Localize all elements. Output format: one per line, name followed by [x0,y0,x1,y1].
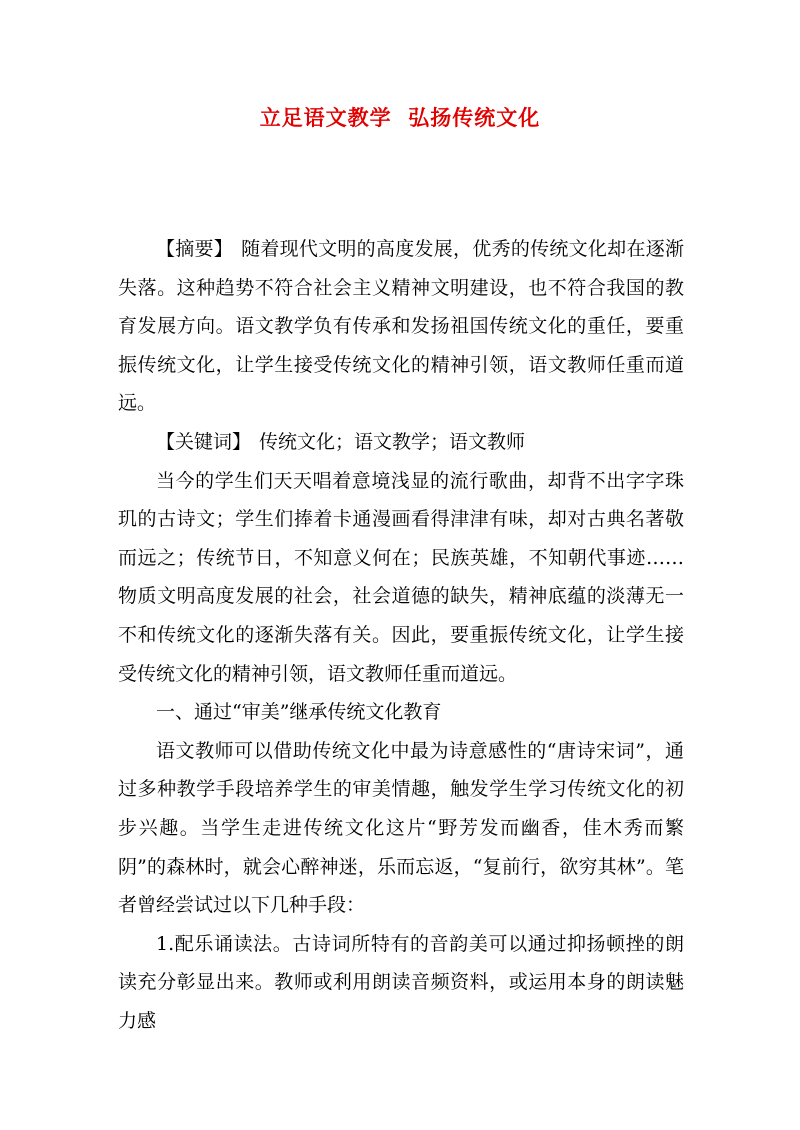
keywords-text: 传统文化；语文教学；语文教师 [259,430,526,453]
keywords-label: 【关键词】 [156,430,252,453]
section-heading: 一、通过“审美”继承传统文化教育 [156,701,442,724]
document-title: 立足语文教学 弘扬传统文化 [259,105,541,130]
abstract-paragraph [118,230,684,423]
abstract-text: 随着现代文明的高度发展，优秀的传统文化却在逐渐失落。这种趋势不符合社会主义精神文明建设，也不符合我国的教育发展方向。语文教学负有传承和发扬祖国传统文化的重任，要重振传统文化，让学生接受传统文化的精神引领，语文教师任重而道远。 [118,238,684,415]
abstract-label: 【摘要】 [156,238,234,260]
keywords-paragraph [118,423,684,462]
body-paragraph: 当今的学生们天天唱着意境浅显的流行歌曲，却背不出字字珠玑的古诗文；学生们捧着卡通漫画看得津津有味，却对古典名著敬而远之；传统节日，不知意义何在；民族英雄，不知朝代事迹……物质文明高度发展的社会，社会道德的缺失，精神底蕴的淡薄无一不和传统文化的逐渐失落有关。因此，要重振传统文化，让学生接受传统文化的精神引领，语文教师任重而道远。 [118,469,684,685]
body-paragraph: 1.配乐诵读法。古诗词所特有的音韵美可以通过抑扬顿挫的朗读充分彰显出来。教师或利用朗读音频资料，或运用本身的朗读魅力感 [118,932,684,1032]
document-body [118,230,684,1040]
body-paragraph: 语文教师可以借助传统文化中最为诗意感性的“唐诗宋词”，通过多种教学手段培养学生的审美情趣，触发学生学习传统文化的初步兴趣。当学生走进传统文化这片“野芳发而幽香，佳木秀而繁阴”的森林时，就会心醉神迷，乐而忘返，“复前行，欲穷其林”。笔者曾经尝试过以下几种手段： [118,739,684,917]
